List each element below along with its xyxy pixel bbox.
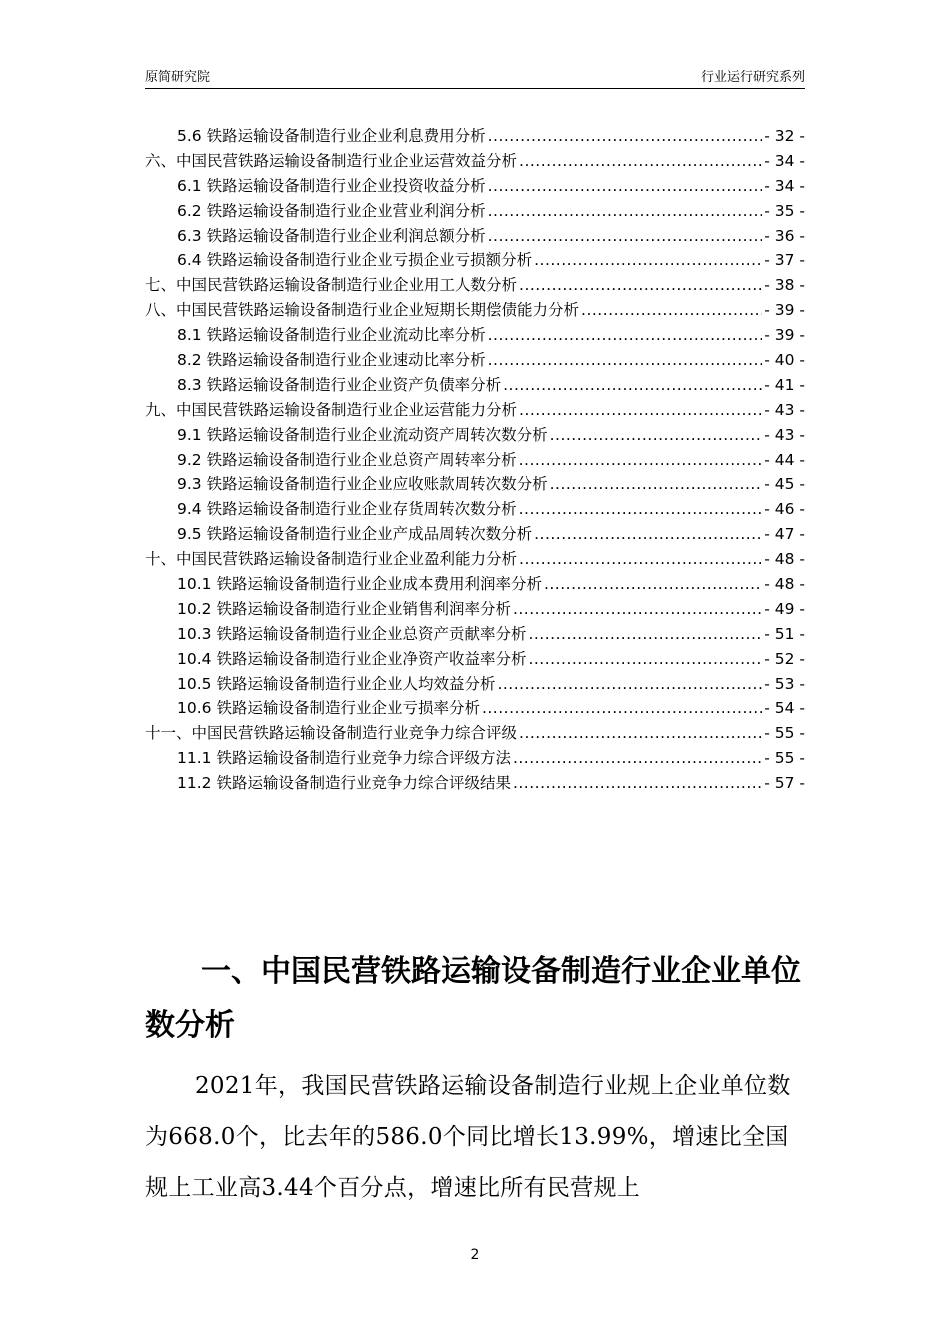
toc-entry-title: 9.5 铁路运输设备制造行业企业产成品周转次数分析	[177, 525, 533, 544]
toc-entry[interactable]	[145, 497, 805, 522]
toc-entry-page: - 39 -	[764, 326, 805, 345]
toc-dot-leader	[519, 724, 762, 742]
toc-entry-page: - 32 -	[764, 127, 805, 145]
toc-entry[interactable]	[145, 672, 805, 697]
toc-entry[interactable]	[145, 622, 805, 647]
toc-dot-leader	[519, 276, 762, 294]
toc-dot-leader	[488, 202, 763, 220]
toc-dot-leader	[550, 426, 763, 444]
toc-entry[interactable]	[145, 398, 805, 423]
toc-entry-title: 10.3 铁路运输设备制造行业企业总资产贡献率分析	[177, 624, 527, 643]
toc-dot-leader	[488, 177, 763, 195]
toc-entry-page: - 44 -	[764, 450, 805, 469]
toc-entry[interactable]	[145, 696, 805, 721]
toc-dot-leader	[519, 401, 762, 419]
toc-entry-title: 八、中国民营铁路运输设备制造行业企业短期长期偿债能力分析	[145, 301, 580, 320]
toc-entry[interactable]	[145, 199, 805, 224]
toc-entry[interactable]	[145, 597, 805, 622]
toc-entry-title: 6.4 铁路运输设备制造行业企业亏损企业亏损额分析	[177, 251, 533, 270]
toc-entry-page: - 55 -	[764, 724, 805, 743]
toc-entry[interactable]	[145, 547, 805, 572]
toc-entry-title: 10.1 铁路运输设备制造行业企业成本费用利润率分析	[177, 575, 542, 594]
toc-entry-title: 七、中国民营铁路运输设备制造行业企业用工人数分析	[145, 276, 518, 295]
toc-entry-page: - 35 -	[764, 201, 805, 220]
toc-dot-leader	[519, 550, 762, 568]
toc-dot-leader	[544, 575, 762, 593]
toc-entry[interactable]	[145, 323, 805, 348]
toc-entry[interactable]	[145, 522, 805, 547]
toc-dot-leader	[550, 475, 763, 493]
toc-dot-leader	[482, 699, 762, 717]
toc-entry-title: 九、中国民营铁路运输设备制造行业企业运营能力分析	[145, 400, 518, 419]
toc-entry-title: 6.2 铁路运输设备制造行业企业营业利润分析	[177, 201, 486, 220]
toc-dot-leader	[513, 774, 762, 792]
toc-entry-title: 9.3 铁路运输设备制造行业企业应收账款周转次数分析	[177, 475, 548, 494]
toc-entry[interactable]	[145, 248, 805, 273]
toc-entry-page: - 54 -	[764, 699, 805, 718]
toc-entry[interactable]	[145, 721, 805, 746]
toc-dot-leader	[528, 650, 762, 668]
toc-entry-title: 9.4 铁路运输设备制造行业企业存货周转次数分析	[177, 500, 517, 519]
toc-dot-leader	[534, 251, 762, 269]
toc-dot-leader	[581, 301, 762, 319]
toc-dot-leader	[513, 600, 762, 618]
toc-entry[interactable]	[145, 647, 805, 672]
toc-entry-title: 9.1 铁路运输设备制造行业企业流动资产周转次数分析	[177, 425, 548, 444]
table-of-contents	[145, 124, 805, 796]
toc-dot-leader	[497, 675, 762, 693]
toc-entry[interactable]	[145, 174, 805, 199]
toc-entry-page: - 34 -	[764, 176, 805, 195]
toc-dot-leader	[513, 749, 762, 767]
toc-dot-leader	[488, 227, 763, 245]
toc-dot-leader	[488, 127, 763, 145]
toc-entry-page: - 45 -	[764, 475, 805, 494]
toc-entry-page: - 55 -	[764, 749, 805, 768]
page-number: 2	[470, 1247, 480, 1263]
toc-entry[interactable]	[145, 771, 805, 796]
toc-entry-title: 5.6 铁路运输设备制造行业企业利息费用分析	[177, 127, 486, 145]
toc-entry-title: 10.5 铁路运输设备制造行业企业人均效益分析	[177, 674, 496, 693]
toc-entry-title: 10.2 铁路运输设备制造行业企业销售利润率分析	[177, 599, 511, 618]
toc-entry-page: - 53 -	[764, 674, 805, 693]
toc-entry-title: 8.1 铁路运输设备制造行业企业流动比率分析	[177, 326, 486, 345]
toc-entry-page: - 52 -	[764, 649, 805, 668]
toc-entry[interactable]	[145, 423, 805, 448]
toc-entry-page: - 48 -	[764, 575, 805, 594]
toc-dot-leader	[534, 525, 762, 543]
toc-entry-title: 8.3 铁路运输设备制造行业企业资产负债率分析	[177, 375, 502, 394]
toc-entry-page: - 43 -	[764, 400, 805, 419]
toc-entry-title: 11.1 铁路运输设备制造行业竞争力综合评级方法	[177, 749, 511, 768]
toc-entry-title: 六、中国民营铁路运输设备制造行业企业运营效益分析	[145, 151, 518, 170]
toc-entry-page: - 57 -	[764, 774, 805, 793]
toc-entry[interactable]	[145, 124, 805, 149]
toc-dot-leader	[519, 451, 763, 469]
toc-entry[interactable]	[145, 448, 805, 473]
toc-dot-leader	[528, 625, 762, 643]
toc-entry-title: 十一、中国民营铁路运输设备制造行业竞争力综合评级	[145, 724, 518, 743]
toc-entry[interactable]	[145, 572, 805, 597]
toc-dot-leader	[519, 152, 762, 170]
toc-entry-page: - 37 -	[764, 251, 805, 270]
toc-entry[interactable]	[145, 298, 805, 323]
toc-entry-title: 10.4 铁路运输设备制造行业企业净资产收益率分析	[177, 649, 527, 668]
toc-dot-leader	[488, 326, 763, 344]
header-left-text: 原简研究院	[145, 70, 211, 85]
section-heading-text: 一、中国民营铁路运输设备制造行业企业单位数分析	[145, 954, 801, 1043]
toc-entry-page: - 36 -	[764, 226, 805, 245]
toc-entry[interactable]	[145, 224, 805, 249]
section-heading	[145, 945, 810, 1053]
toc-entry-title: 11.2 铁路运输设备制造行业竞争力综合评级结果	[177, 774, 511, 793]
toc-entry-page: - 43 -	[764, 425, 805, 444]
toc-entry-page: - 38 -	[764, 276, 805, 295]
toc-dot-leader	[488, 351, 763, 369]
page-header	[145, 62, 805, 89]
toc-entry-title: 9.2 铁路运输设备制造行业企业总资产周转率分析	[177, 450, 517, 469]
toc-entry-page: - 48 -	[764, 550, 805, 569]
toc-entry[interactable]	[145, 472, 805, 497]
toc-entry[interactable]	[145, 348, 805, 373]
toc-dot-leader	[519, 500, 763, 518]
toc-entry-title: 8.2 铁路运输设备制造行业企业速动比率分析	[177, 351, 486, 370]
toc-entry-page: - 41 -	[764, 375, 805, 394]
toc-entry-page: - 39 -	[764, 301, 805, 320]
toc-entry[interactable]	[145, 273, 805, 298]
toc-dot-leader	[503, 376, 762, 394]
toc-entry-title: 10.6 铁路运输设备制造行业企业亏损率分析	[177, 699, 480, 718]
toc-entry-page: - 40 -	[764, 351, 805, 370]
toc-entry-page: - 47 -	[764, 525, 805, 544]
header-right-text: 行业运行研究系列	[700, 70, 805, 85]
toc-entry-title: 十、中国民营铁路运输设备制造行业企业盈利能力分析	[145, 550, 518, 569]
toc-entry[interactable]	[145, 746, 805, 771]
toc-entry-page: - 46 -	[764, 500, 805, 519]
toc-entry-page: - 51 -	[764, 624, 805, 643]
toc-entry[interactable]	[145, 149, 805, 174]
toc-entry-page: - 49 -	[764, 599, 805, 618]
toc-entry[interactable]	[145, 373, 805, 398]
toc-entry-title: 6.3 铁路运输设备制造行业企业利润总额分析	[177, 226, 486, 245]
toc-entry-title: 6.1 铁路运输设备制造行业企业投资收益分析	[177, 176, 486, 195]
body-paragraph: 2021年，我国民营铁路运输设备制造行业规上企业单位数为668.0个，比去年的586.0个同比增长13.99%，增速比全国规上工业高3.44个百分点，增速比所有民营规上	[145, 1073, 791, 1201]
toc-entry-page: - 34 -	[764, 151, 805, 170]
